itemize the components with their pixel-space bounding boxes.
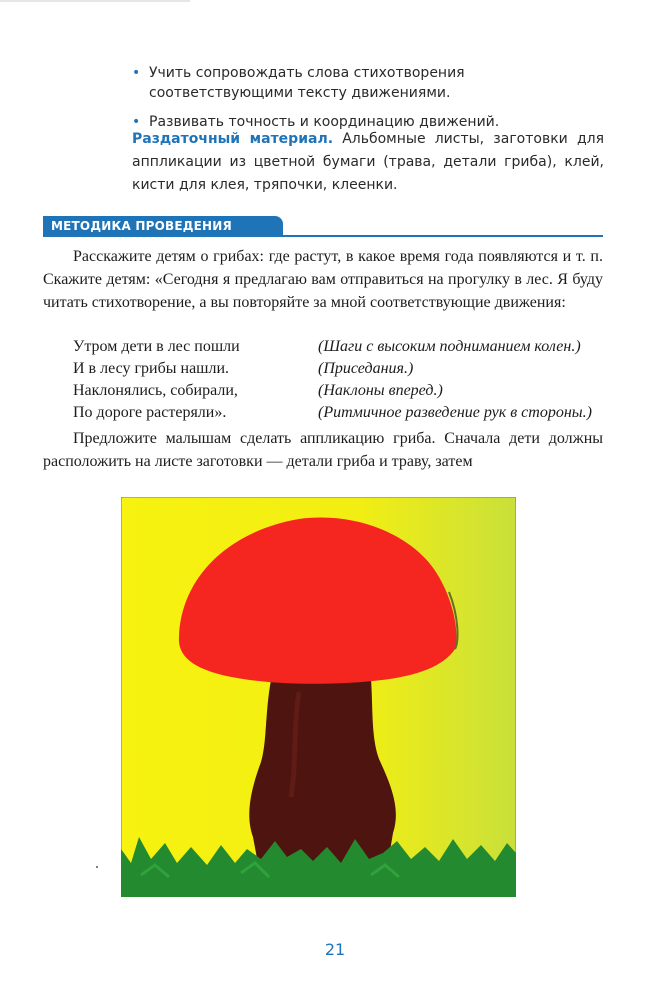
handout-label: Раздаточный материал. <box>132 131 334 147</box>
poem-row <box>73 336 613 358</box>
poem-action: (Приседания.) <box>318 360 414 377</box>
handout-text: Альбомные листы, заготовки для аппликации из цветной бумаги (трава, детали гриба), клей, кисти для клея, тряпочки, клеенки. <box>132 131 604 193</box>
section-title: МЕТОДИКА ПРОВЕДЕНИЯ <box>51 219 232 233</box>
scan-speck <box>96 866 98 868</box>
bullet-icon: • <box>132 65 141 81</box>
intro-paragraph: Расскажите детям о грибах: где растут, в какое время года появляются и т. п. Скажите детям: «Сегодня я предлагаю вам отправиться на прогулку в лес. Я буду читать стихотворение, а вы повторяйте за мной соответствующие движения: <box>43 248 603 311</box>
poem <box>73 336 613 424</box>
poem-line: И в лесу грибы нашли. <box>73 360 230 377</box>
poem-action: (Наклоны вперед.) <box>318 382 443 399</box>
list-item: • Развивать точность и координацию движений. <box>132 114 500 130</box>
poem-row <box>73 358 613 380</box>
applique-paragraph: Предложите малышам сделать аппликацию гриба. Сначала дети должны расположить на листе заготовки — детали гриба и траву, затем <box>43 430 603 470</box>
handout-paragraph <box>132 128 604 197</box>
list-item: • Учить сопровождать слова стихотворения соответствующими тексту движениями. <box>132 65 465 101</box>
page-number: 21 <box>324 940 346 959</box>
poem-line: По дороге растеряли». <box>73 404 227 421</box>
poem-action: (Шаги с высоким подниманием колен.) <box>318 338 581 355</box>
poem-action: (Ритмичное разведение рук в стороны.) <box>318 404 592 421</box>
bullet-icon: • <box>132 114 141 130</box>
poem-line: Утром дети в лес пошли <box>73 338 240 355</box>
poem-row <box>73 380 613 402</box>
mushroom-applique-image <box>121 497 516 897</box>
poem-row <box>73 402 613 424</box>
poem-line: Наклонялись, собирали, <box>73 382 238 399</box>
section-header-rule <box>43 235 603 237</box>
top-edge-mark <box>0 0 190 2</box>
